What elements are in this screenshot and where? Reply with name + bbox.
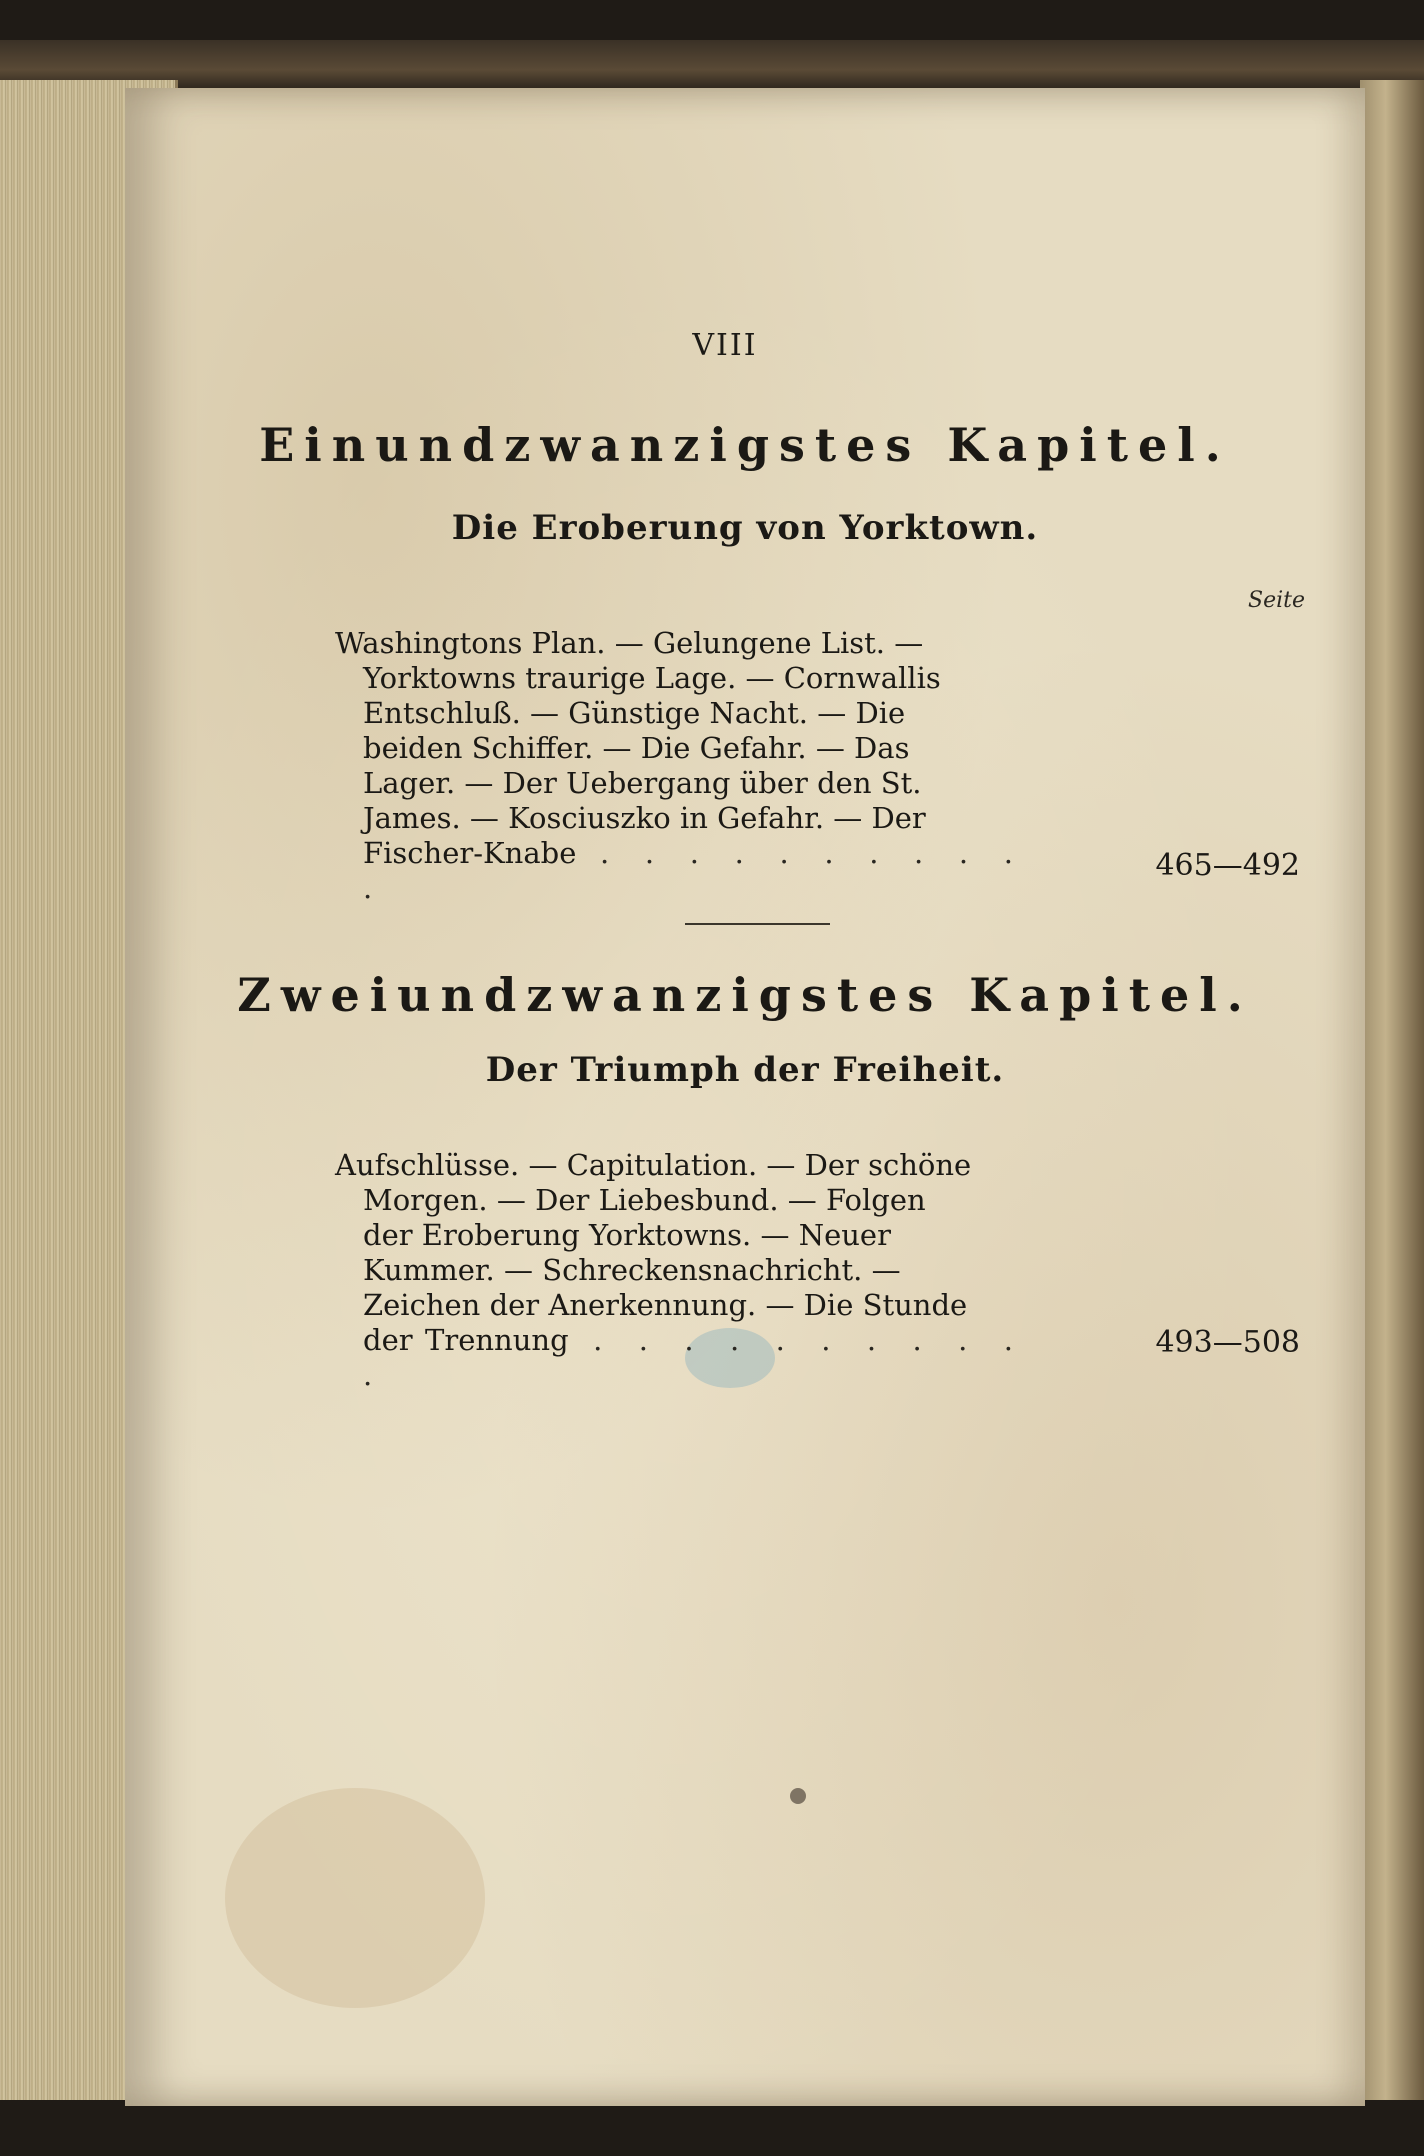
leader-dots: . . . . . . . . . . . bbox=[363, 1323, 1025, 1392]
summary-line-text: Fischer-Knabe bbox=[363, 836, 577, 870]
summary-line: Aufschlüsse. — Capitulation. — Der schöne bbox=[335, 1148, 972, 1182]
book-page bbox=[125, 88, 1365, 2106]
chapter-title: Zweiundzwanzigstes Kapitel. bbox=[237, 968, 1253, 1022]
chapter-summary bbox=[335, 1148, 1025, 1393]
chapter-summary bbox=[335, 626, 1025, 906]
page-range: 465—492 bbox=[1155, 848, 1300, 883]
section-divider bbox=[685, 923, 830, 925]
summary-line: Lager. — Der Uebergang über den St. bbox=[363, 766, 922, 800]
page-number: VIII bbox=[692, 328, 758, 363]
summary-line: beiden Schiffer. — Die Gefahr. — Das bbox=[363, 731, 910, 765]
summary-line: der Eroberung Yorktowns. — Neuer bbox=[363, 1218, 891, 1252]
summary-line-last bbox=[335, 836, 1025, 906]
paper-stain bbox=[225, 1788, 485, 2008]
summary-line: Morgen. — Der Liebesbund. — Folgen bbox=[363, 1183, 926, 1217]
page-column-label: Seite bbox=[1248, 588, 1305, 613]
summary-line-last bbox=[335, 1323, 1025, 1393]
leader-dots: . . . . . . . . . . . bbox=[363, 836, 1025, 905]
book-spine bbox=[1360, 80, 1424, 2100]
summary-line-text: der Trennung bbox=[363, 1323, 569, 1357]
chapter-title: Einundzwanzigstes Kapitel. bbox=[259, 418, 1231, 472]
page-range: 493—508 bbox=[1155, 1325, 1300, 1360]
summary-line: Washingtons Plan. — Gelungene List. — bbox=[335, 626, 924, 660]
summary-line: Kummer. — Schreckensnachricht. — bbox=[363, 1253, 901, 1287]
summary-line: Yorktowns traurige Lage. — Cornwallis bbox=[363, 661, 941, 695]
summary-line: Entschluß. — Günstige Nacht. — Die bbox=[363, 696, 906, 730]
summary-line: James. — Kosciuszko in Gefahr. — Der bbox=[363, 801, 926, 835]
chapter-subtitle: Der Triumph der Freiheit. bbox=[485, 1050, 1005, 1090]
chapter-subtitle: Die Eroberung von Yorktown. bbox=[451, 508, 1039, 548]
book-top-edge bbox=[0, 40, 1424, 90]
summary-line: Zeichen der Anerkennung. — Die Stunde bbox=[363, 1288, 968, 1322]
paper-stain bbox=[790, 1788, 806, 1804]
